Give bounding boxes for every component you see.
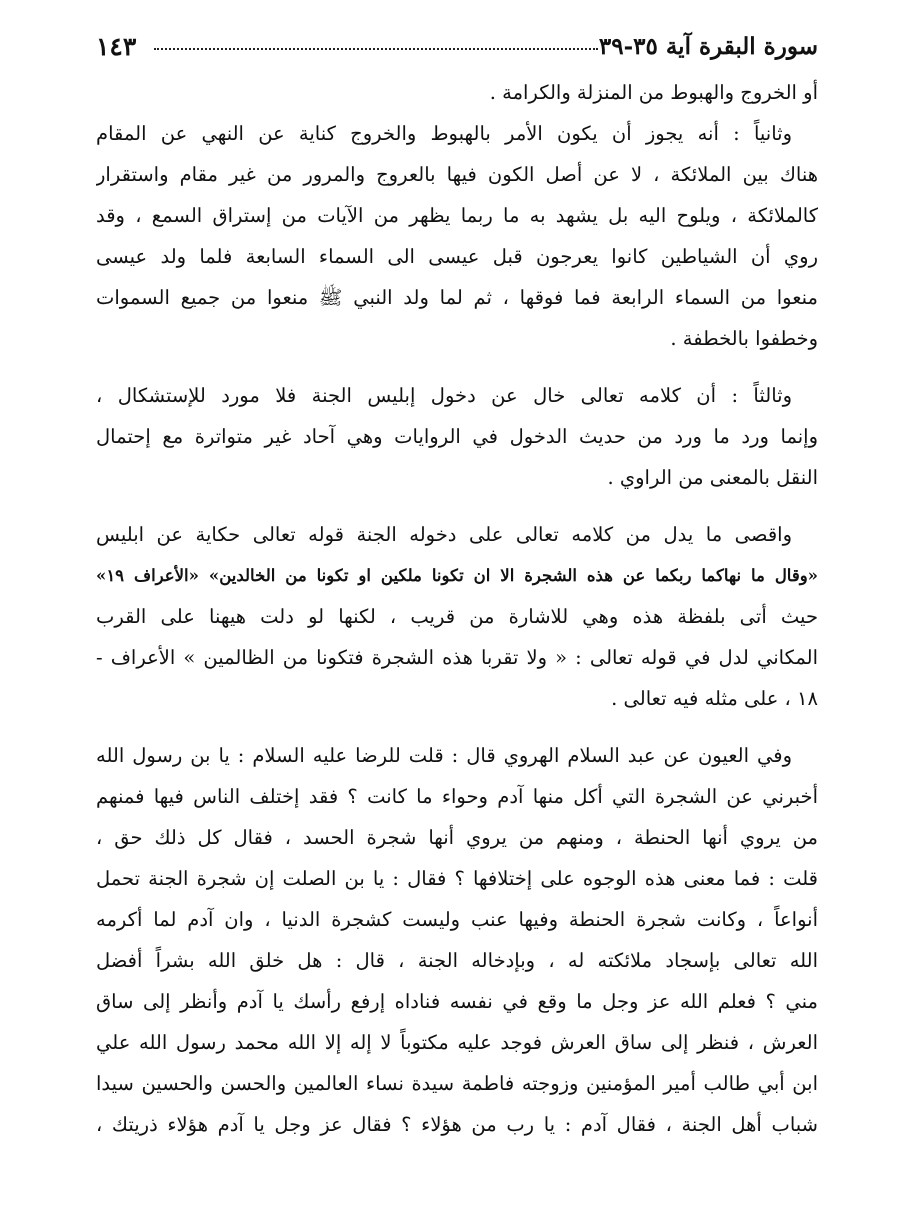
page-number: ١٤٣ — [96, 32, 137, 61]
text-line: مني ؟ فعلم الله عز وجل ما وقع في نفسه فناداه إرفع رأسك يا آدم وأنظر إلى ساق — [96, 990, 818, 1013]
text-line: حيث أتى بلفظة هذه وهي للاشارة من قريب ، لكنها لو دلت هيهنا على القرب — [96, 605, 818, 628]
text-line: هناك بين الملائكة ، لا عن أصل الكون فيها بالعروج والمرور من غير مقام واستقرار — [96, 163, 818, 186]
paragraph-gap — [96, 359, 818, 375]
text-line: واقصى ما يدل من كلامه تعالى على دخوله الجنة قوله تعالى حكاية عن ابليس — [96, 523, 792, 546]
text-line: شباب أهل الجنة ، فقال آدم : يا رب من هؤلاء ؟ فقال عز وجل يا آدم هؤلاء ذريتك ، — [96, 1113, 818, 1136]
page-body — [96, 72, 818, 1145]
text-line: أخبرني عن الشجرة التي أكل منها آدم وحواء ما كانت ؟ فقد إختلف الناس فيها فمنهم — [96, 785, 818, 808]
text-line: وفي العيون عن عبد السلام الهروي قال : قلت للرضا عليه السلام : يا بن رسول الله — [96, 744, 792, 767]
text-line: المكاني لدل في قوله تعالى : « ولا تقربا هذه الشجرة فتكونا من الظالمين » الأعراف - — [96, 646, 818, 669]
header-dotted-rule — [154, 48, 598, 50]
text-line: ابن أبي طالب أمير المؤمنين وزوجته فاطمة سيدة نساء العالمين والحسن والحسين سيدا — [96, 1072, 818, 1095]
text-line: منعوا من السماء الرابعة فما فوقها ، ثم لما ولد النبي ﷺ منعوا من جميع السموات — [96, 286, 818, 309]
text-line: من يروي أنها الحنطة ، ومنهم من يروي أنها شجرة الحسد ، فقال كل ذلك حق ، — [96, 826, 818, 849]
text-line: وثانياً : أنه يجوز أن يكون الأمر بالهبوط والخروج كناية عن النهي عن المقام — [96, 122, 792, 145]
text-line: وثالثاً : أن كلامه تعالى خال عن دخول إبليس الجنة فلا مورد للإستشكال ، — [96, 384, 792, 407]
text-line: كالملائكة ، ويلوح اليه بل يشهد به ما ربما يظهر من الآيات من إستراق السمع ، وقد — [96, 204, 818, 227]
text-line: قلت : فما معنى هذه الوجوه على إختلافها ؟ فقال : يا بن الصلت إن شجرة الجنة تحمل — [96, 867, 818, 890]
paragraph-gap — [96, 498, 818, 514]
running-title: سورة البقرة آية ٣٥-٣٩ — [598, 33, 818, 60]
quran-verse-line: «وقال ما نهاكما ربكما عن هذه الشجرة الا ان تكونا ملكين او تكونا من الخالدين» «الأعراف ١٩» — [96, 566, 818, 585]
text-line: العرش ، فنظر إلى ساق العرش فوجد عليه مكتوباً لا إله إلا الله محمد رسول الله علي — [96, 1031, 818, 1054]
page-header — [96, 30, 818, 64]
text-line: أو الخروج والهبوط من المنزلة والكرامة . — [489, 81, 818, 104]
text-line: أنواعاً ، وكانت شجرة الحنطة وفيها عنب وليست كشجرة الدنيا ، وان آدم لما أكرمه — [96, 908, 818, 931]
paragraph-gap — [96, 719, 818, 735]
text-line: الله تعالى بإسجاد ملائكته له ، وبإدخاله الجنة ، قال : هل خلق الله بشراً أفضل — [96, 949, 818, 972]
text-line: روي أن الشياطين كانوا يعرجون قبل عيسى الى السماء السابعة فلما ولد عيسى — [96, 245, 818, 268]
text-line: وإنما ورد ما ورد من حديث الدخول في الروايات وهي آحاد غير متواترة مع إحتمال — [96, 425, 818, 448]
text-line: ١٨ ، على مثله فيه تعالى . — [611, 687, 818, 710]
text-line: النقل بالمعنى من الراوي . — [607, 466, 818, 489]
text-line: وخطفوا بالخطفة . — [670, 327, 818, 350]
